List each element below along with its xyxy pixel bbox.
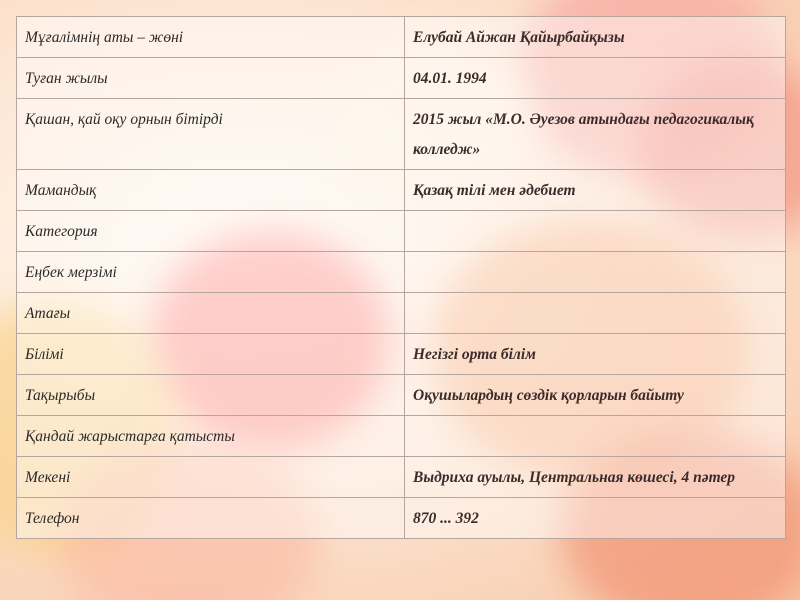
row-label: Тақырыбы <box>17 375 405 416</box>
row-value: Негізгі орта білім <box>405 334 786 375</box>
row-label: Қандай жарыстарға қатысты <box>17 416 405 457</box>
row-value: Оқушылардың сөздік қорларын байыту <box>405 375 786 416</box>
table-row <box>17 416 786 457</box>
table-row <box>17 375 786 416</box>
row-value: Қазақ тілі мен әдебиет <box>405 170 786 211</box>
row-value: 04.01. 1994 <box>405 58 786 99</box>
row-value: Елубай Айжан Қайырбайқызы <box>405 17 786 58</box>
table-row <box>17 252 786 293</box>
row-label: Мамандық <box>17 170 405 211</box>
table-row <box>17 293 786 334</box>
row-value <box>405 211 786 252</box>
row-value <box>405 416 786 457</box>
table-row <box>17 457 786 498</box>
row-label: Мұғалімнің аты – жөні <box>17 17 405 58</box>
row-label: Туған жылы <box>17 58 405 99</box>
table-row <box>17 334 786 375</box>
row-label: Мекені <box>17 457 405 498</box>
row-label: Атағы <box>17 293 405 334</box>
row-label: Категория <box>17 211 405 252</box>
row-label: Білімі <box>17 334 405 375</box>
table-row <box>17 170 786 211</box>
row-label: Қашан, қай оқу орнын бітірді <box>17 99 405 170</box>
teacher-profile-table <box>16 16 786 539</box>
row-label: Телефон <box>17 498 405 539</box>
table-row <box>17 498 786 539</box>
table-row <box>17 58 786 99</box>
row-label: Еңбек мерзімі <box>17 252 405 293</box>
table-row <box>17 211 786 252</box>
row-value: 2015 жыл «М.О. Әуезов атындағы педагогикалық колледж» <box>405 99 786 170</box>
table-row <box>17 99 786 170</box>
row-value <box>405 252 786 293</box>
row-value <box>405 293 786 334</box>
row-value: Выдриха ауылы, Центральная көшесі, 4 пәтер <box>405 457 786 498</box>
table-row <box>17 17 786 58</box>
row-value: 870 ... 392 <box>405 498 786 539</box>
